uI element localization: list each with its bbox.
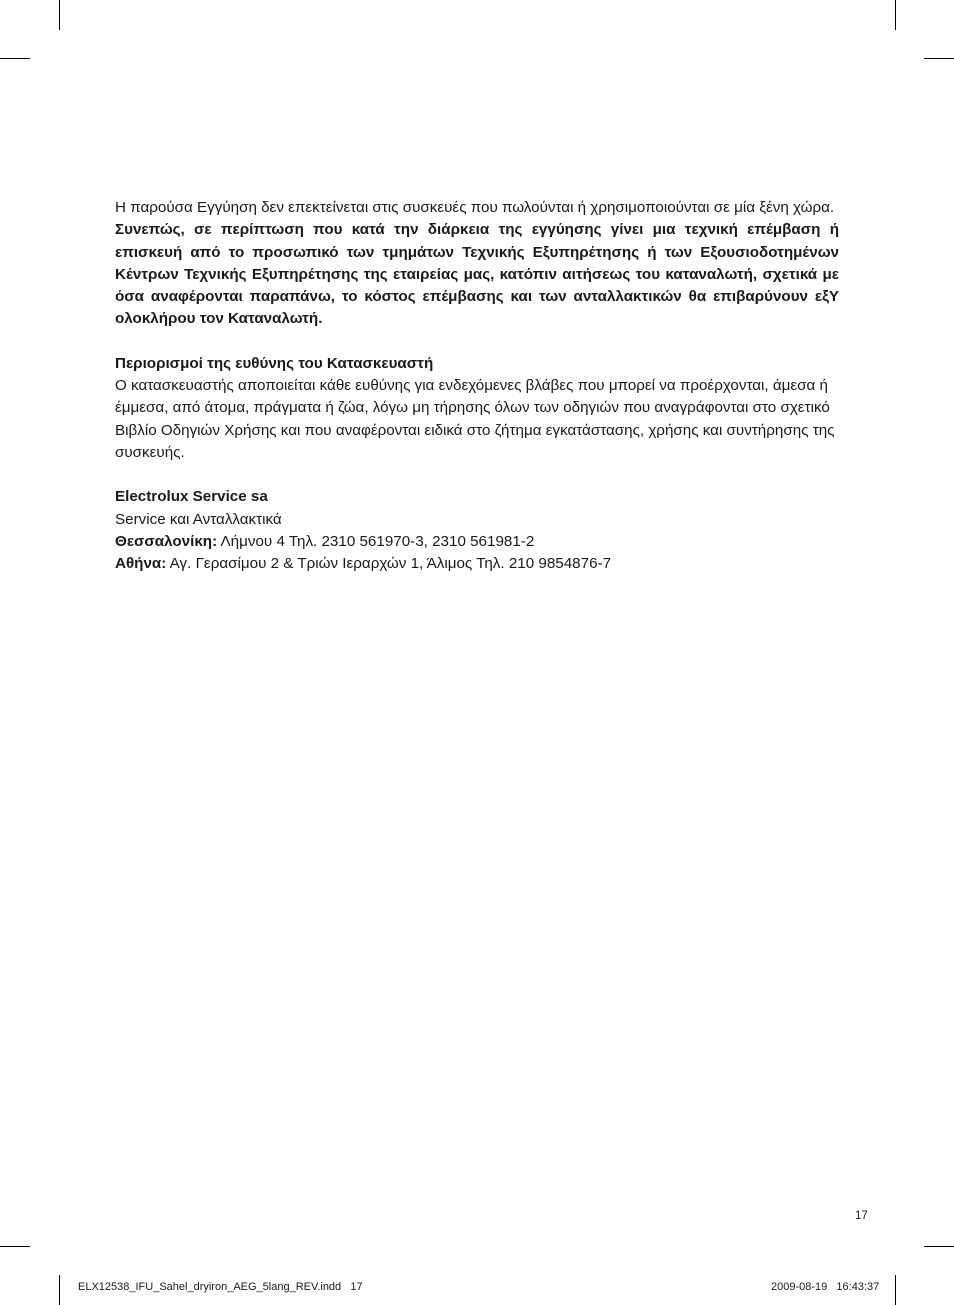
athens-label: Αθήνα: bbox=[115, 555, 167, 573]
spacer bbox=[115, 331, 839, 353]
athens-details: Αγ. Γερασίμου 2 & Τριών Ιεραρχών 1, Άλιμος Τηλ. 210 9854876-7 bbox=[166, 555, 612, 573]
crop-mark-top-left-horizontal bbox=[0, 58, 30, 59]
liability-paragraph: Ο κατασκευαστής αποποιείται κάθε ευθύνης για ενδεχόμενες βλάβες που μπορεί να προέρχονται, άμεσα ή έμμεσα, από άτομα, πράγματα ή ζώα, λόγω μη τήρησης όλων των οδηγιών που αναγράφονται στο σχετικό Βιβλίο Οδηγιών Χρήσης και που αναφέρονται ειδικά στο ζήτημα εγκατάστασης, χρήσης και συντήρησης της συσκευής. bbox=[115, 377, 835, 461]
page-number: 17 bbox=[855, 1210, 868, 1222]
crop-mark-top-left-vertical bbox=[59, 0, 60, 30]
spacer bbox=[115, 464, 839, 486]
crop-mark-top-right-horizontal bbox=[924, 58, 954, 59]
page-content bbox=[115, 197, 839, 575]
thessaloniki-label: Θεσσαλονίκη: bbox=[115, 532, 218, 550]
athens-address bbox=[115, 553, 839, 575]
crop-mark-bottom-right-vertical bbox=[895, 1275, 896, 1305]
slug-timestamp: 2009-08-19 16:43:37 bbox=[771, 1281, 880, 1293]
slug-file-info: ELX12538_IFU_Sahel_dryiron_AEG_5lang_REV.indd 17 bbox=[78, 1281, 363, 1293]
warranty-foreign-country-paragraph: Η παρούσα Εγγύηση δεν επεκτείνεται στις συσκευές που πωλούνται ή χρησιμοποιούνται σε μία ξένη χώρα. bbox=[115, 199, 835, 216]
thessaloniki-address bbox=[115, 531, 839, 553]
warranty-consumer-charge-paragraph: Συνεπώς, σε περίπτωση που κατά την διάρκεια της εγγύησης γίνει μια τεχνική επέμβαση ή επισκευή από το προσωπικό των τμημάτων Τεχνικής Εξυπηρέτησης ή των Εξουσιοδοτημένων Κέντρων Τεχνικής Εξυπηρέτησης της εταιρείας μας, κατόπιν αιτήσεως του καταναλωτή, σχετικά με όσα αναφέρονται παραπάνω, το κόστος επέμβασης και των ανταλλακτικών θα επιβαρύνουν εξΥ ολοκλήρου τον Καταναλωτή. bbox=[115, 221, 839, 328]
crop-mark-top-right-vertical bbox=[895, 0, 896, 30]
liability-heading: Περιορισμοί της ευθύνης του Κατασκευαστή bbox=[115, 354, 434, 372]
crop-mark-bottom-left-vertical bbox=[59, 1275, 60, 1305]
service-company-name: Electrolux Service sa bbox=[115, 488, 268, 506]
thessaloniki-details: Λήμνου 4 Τηλ. 2310 561970-3, 2310 561981-2 bbox=[217, 532, 535, 550]
service-subtitle: Service και Ανταλλακτικά bbox=[115, 510, 282, 528]
crop-mark-bottom-left-horizontal bbox=[0, 1246, 30, 1247]
crop-mark-bottom-right-horizontal bbox=[924, 1246, 954, 1247]
